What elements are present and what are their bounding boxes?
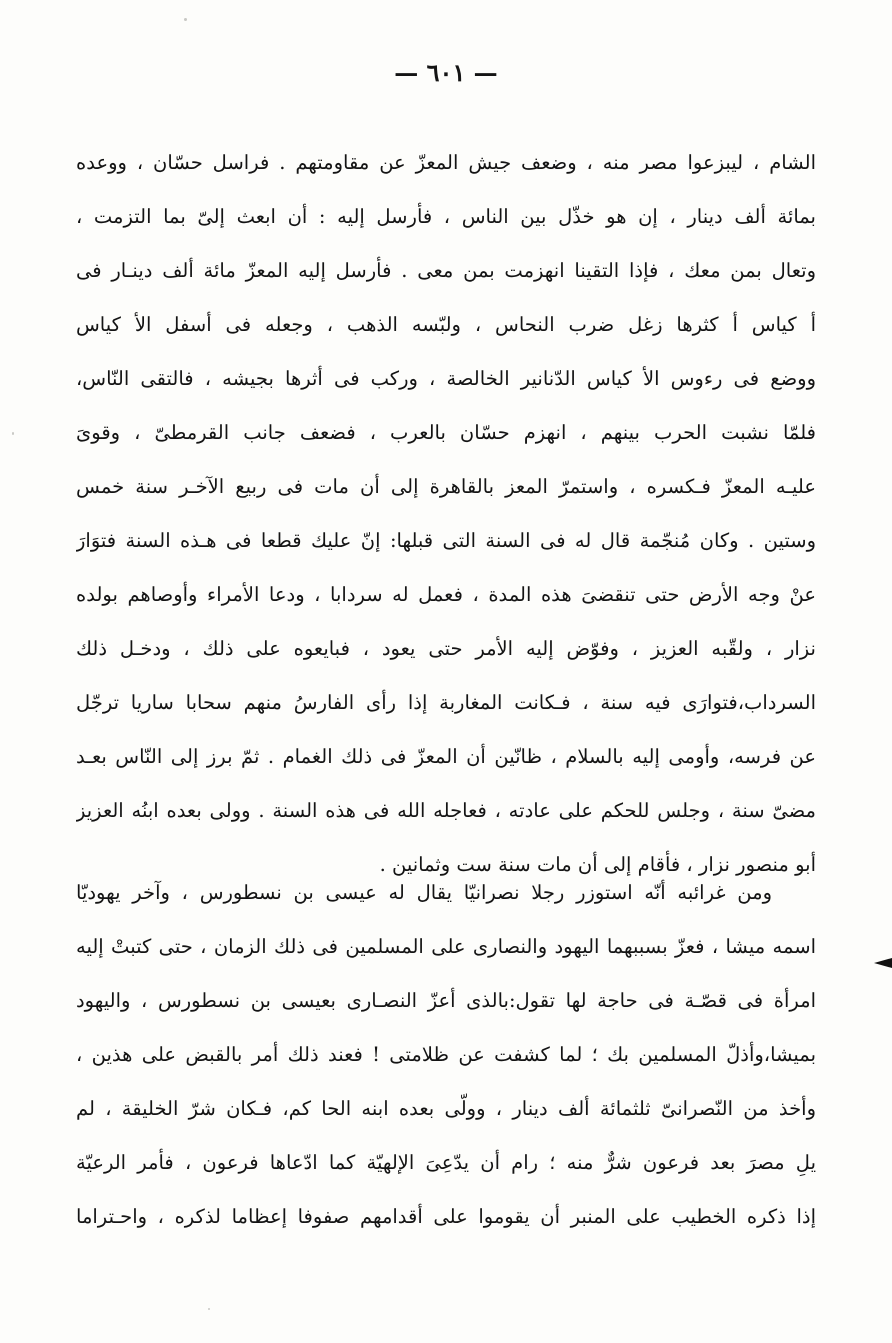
text-line: بمائة ألف دينار ، إن هو خذّل بين الناس ، فأرسل إليه : أن ابعث إلىّ بما التزمت ، (76, 205, 816, 228)
scan-speck (12, 432, 14, 435)
text-line: ومن غرائبه أنّه استوزر رجلا نصرانيّا يقال له عيسى بن نسطورس ، وآخر يهوديّا (76, 881, 772, 904)
text-line: فلمّا نشبت الحرب بينهم ، انهزم حسّان بالعرب ، فضعف جانب القرمطىّ ، وقوىَ (76, 421, 816, 444)
text-line: أبو منصور نزار ، فأقام إلى أن مات سنة ست وثمانين . (379, 853, 816, 876)
text-line: عن فرسه، وأومى إليه بالسلام ، ظانّين أن المعزّ فى ذلك الغمام . ثمّ برز إلى النّاس بعـد (76, 745, 816, 768)
text-line: الشام ، ليبزعوا مصر منه ، وضعف جيش المعزّ عن مقاومتهم . فراسل حسّان ، ووعده (76, 151, 816, 174)
text-line: اسمه ميشا ، فعزّ بسببهما اليهود والنصارى على المسلمين فى ذلك الزمان ، حتى كتبتْ إليه (76, 935, 816, 958)
scan-speck (184, 18, 187, 21)
paragraph-1 (76, 136, 816, 892)
text-line: نزار ، ولقّبه العزيز ، وفوّض إليه الأمر حتى يعود ، فبايعوه على ذلك ، ودخـل ذلك (76, 637, 816, 660)
text-line: السرداب،فتوارَى فيه سنة ، فـكانت المغاربة إذا رأى الفارسُ منهم سحابا ساريا ترجّل (76, 691, 816, 714)
text-line: ووضع فى رءوس الأ كياس الدّنانير الخالصة ، وركب فى أثرها بجيشه ، فالتقى النّاس، (76, 367, 816, 390)
text-line: أ كياس أ كثرها زغل ضرب النحاس ، ولبّسه الذهب ، وجعله فى أسفل الأ كياس (76, 313, 816, 336)
text-line: وأخذ من النّصرانىّ ثلثمائة ألف دينار ، وولّى بعده ابنه الحا كم، فـكان شرّ الخليقة ، لم (76, 1097, 816, 1120)
text-line: عليـه المعزّ فـكسره ، واستمرّ المعز بالقاهرة إلى أن مات فى ربيع الآخـر سنة خمس (76, 475, 816, 498)
margin-arrow-mark (874, 958, 892, 968)
text-line: إذا ذكره الخطيب على المنبر أن يقوموا على أقدامهم صفوفا إعظاما لذكره ، واحـتراما (76, 1205, 816, 1228)
text-line: وتعال بمن معك ، فإذا التقينا انهزمت بمن معى . فأرسل إليه المعزّ مائة ألف دينـار فى (76, 259, 816, 282)
text-line: وستين . وكان مُنجّمة قال له فى السنة التى قبلها: إنّ عليك قطعا فى هـذه السنة فتوَارَ (76, 529, 816, 552)
text-line: عنْ وجه الأرض حتى تنقضىَ هذه المدة ، فعمل له سردابا ، ودعا الأمراء وأوصاهم بولده (76, 583, 816, 606)
text-line: مضىّ سنة ، وجلس للحكم على عادته ، فعاجله الله فى هذه السنة . وولى بعده ابنُه العزيز (76, 799, 816, 822)
text-line: بميشا،وأذلّ المسلمين بك ؛ لما كشفت عن ظلامتى ! فعند ذلك أمر بالقبض على هذين ، (76, 1043, 816, 1066)
text-line: امرأة فى قصّـة فى حاجة لها تقول:بالذى أعزّ النصـارى بعيسى بن نسطورس ، واليهود (76, 989, 816, 1012)
paragraph-2 (76, 866, 816, 1244)
scan-speck (208, 1308, 210, 1310)
text-line: يلِ مصرَ بعد فرعون شرٌّ منه ؛ رام أن يدّعِىَ الإلهيّة كما ادّعاها فرعون ، فأمر الرعيّة (76, 1151, 816, 1174)
page-number: — ٦٠١ — (394, 58, 498, 87)
